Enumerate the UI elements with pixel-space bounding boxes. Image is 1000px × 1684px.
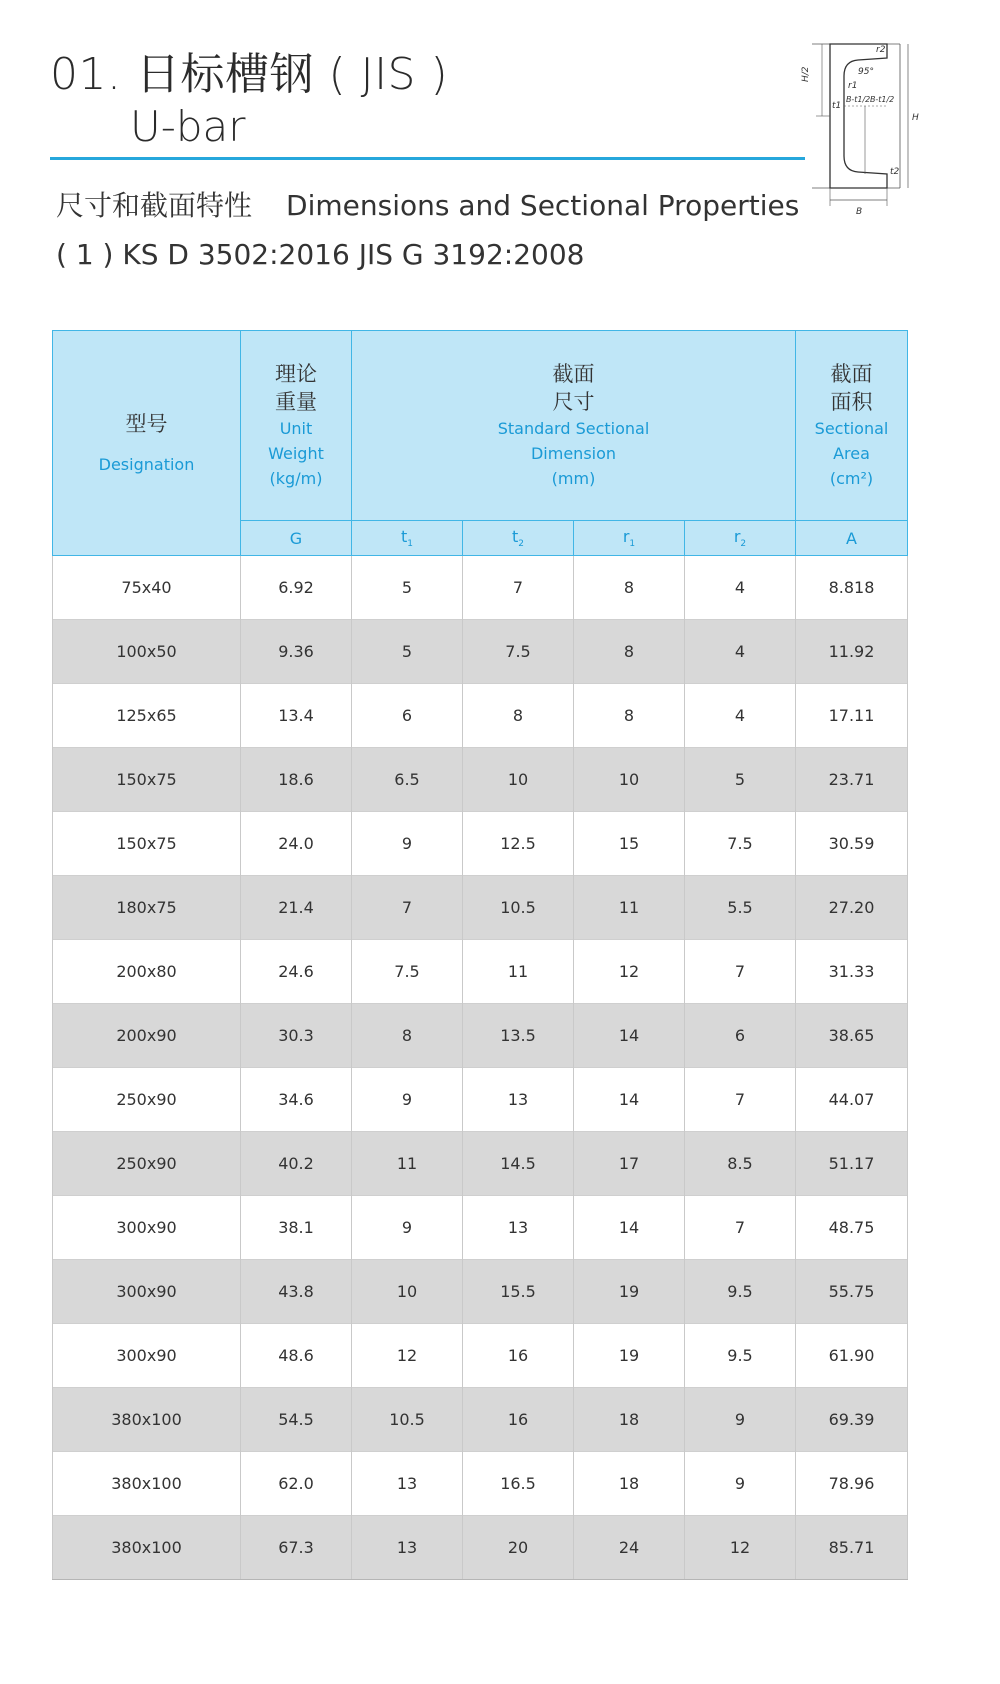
diagram-label-b-t1-a: B-t1/2 (846, 95, 871, 104)
symbol-r1-sub: 1 (629, 539, 636, 550)
cell-r2: 7 (685, 1068, 796, 1132)
cell-t1: 5 (352, 620, 463, 684)
cell-designation: 250x90 (53, 1068, 241, 1132)
diagram-label-angle: 95° (858, 67, 874, 77)
cell-area: 55.75 (796, 1260, 908, 1324)
cell-r2: 9.5 (685, 1260, 796, 1324)
cell-weight: 24.6 (241, 940, 352, 1004)
cell-weight: 6.92 (241, 556, 352, 620)
symbol-r2-sub: 2 (740, 539, 747, 550)
table-row (53, 1452, 908, 1516)
cell-area: 38.65 (796, 1004, 908, 1068)
cell-designation: 380x100 (53, 1516, 241, 1580)
cell-weight: 67.3 (241, 1516, 352, 1580)
cell-area: 69.39 (796, 1388, 908, 1452)
cell-weight: 18.6 (241, 748, 352, 812)
cell-r1: 8 (574, 620, 685, 684)
cell-t2: 7 (463, 556, 574, 620)
cell-area: 61.90 (796, 1324, 908, 1388)
cell-t2: 10.5 (463, 876, 574, 940)
cell-designation: 100x50 (53, 620, 241, 684)
cell-t1: 7 (352, 876, 463, 940)
cell-weight: 30.3 (241, 1004, 352, 1068)
cell-t2: 13 (463, 1068, 574, 1132)
area-cn-2: 面积 (830, 390, 873, 414)
cell-r1: 14 (574, 1068, 685, 1132)
cell-r1: 14 (574, 1004, 685, 1068)
cell-area: 17.11 (796, 684, 908, 748)
section-heading (56, 184, 799, 224)
cell-weight: 54.5 (241, 1388, 352, 1452)
page-subtitle: U-bar (130, 102, 246, 151)
symbol-r2-letter: r (733, 526, 741, 546)
weight-en-1: Unit (279, 419, 313, 438)
cell-t2: 7.5 (463, 620, 574, 684)
area-unit: (cm²) (829, 469, 874, 488)
cell-designation: 380x100 (53, 1388, 241, 1452)
weight-cn-1: 理论 (275, 362, 317, 386)
table-row (53, 1260, 908, 1324)
cell-area: 78.96 (796, 1452, 908, 1516)
cell-t2: 10 (463, 748, 574, 812)
cell-designation: 250x90 (53, 1132, 241, 1196)
dim-cn-1: 截面 (552, 362, 595, 386)
cell-r1: 14 (574, 1196, 685, 1260)
dim-en-2: Dimension (530, 444, 617, 463)
cell-r1: 19 (574, 1260, 685, 1324)
table-row (53, 556, 908, 620)
cell-t1: 5 (352, 556, 463, 620)
cell-area: 51.17 (796, 1132, 908, 1196)
designation-cn: 型号 (125, 411, 168, 436)
cell-r1: 19 (574, 1324, 685, 1388)
cell-t1: 9 (352, 1196, 463, 1260)
cell-area: 11.92 (796, 620, 908, 684)
dim-unit: (mm) (551, 469, 596, 488)
symbol-t2-letter: t (511, 526, 519, 546)
diagram-label-h: H (912, 113, 919, 123)
weight-en-2: Weight (268, 444, 324, 463)
cell-area: 85.71 (796, 1516, 908, 1580)
symbol-r1-letter: r (622, 526, 630, 546)
cell-area: 31.33 (796, 940, 908, 1004)
diagram-label-r1: r1 (848, 81, 858, 91)
cell-r1: 8 (574, 684, 685, 748)
cell-weight: 48.6 (241, 1324, 352, 1388)
diagram-label-t2: t2 (890, 167, 900, 177)
table-row (53, 748, 908, 812)
weight-cn-2: 重量 (275, 390, 317, 414)
cell-area: 48.75 (796, 1196, 908, 1260)
cell-t2: 16 (463, 1324, 574, 1388)
cell-r2: 7.5 (685, 812, 796, 876)
weight-unit: (kg/m) (269, 469, 323, 488)
cell-weight: 38.1 (241, 1196, 352, 1260)
cell-t1: 6.5 (352, 748, 463, 812)
cell-r1: 11 (574, 876, 685, 940)
cell-weight: 34.6 (241, 1068, 352, 1132)
table-row (53, 1004, 908, 1068)
diagram-label-half-h: H/2 (801, 66, 811, 82)
symbol-t2-sub: 2 (518, 539, 524, 550)
table-row (53, 940, 908, 1004)
cell-area: 30.59 (796, 812, 908, 876)
cell-t2: 15.5 (463, 1260, 574, 1324)
cell-designation: 150x75 (53, 748, 241, 812)
cell-t2: 13 (463, 1196, 574, 1260)
col-dimension-header (352, 331, 796, 521)
cell-designation: 125x65 (53, 684, 241, 748)
u-bar-section-diagram (801, 36, 977, 226)
table-row (53, 1196, 908, 1260)
designation-en: Designation (98, 454, 195, 474)
cell-r1: 18 (574, 1452, 685, 1516)
area-en-1: Sectional (814, 419, 889, 438)
col-designation-header (53, 331, 241, 556)
table-row (53, 1388, 908, 1452)
col-area-header (796, 331, 908, 521)
cell-designation: 300x90 (53, 1196, 241, 1260)
table-row (53, 684, 908, 748)
cell-designation: 150x75 (53, 812, 241, 876)
standard-reference: ( 1 ) KS D 3502:2016 JIS G 3192:2008 (56, 238, 585, 271)
cell-designation: 180x75 (53, 876, 241, 940)
cell-r1: 18 (574, 1388, 685, 1452)
page-title: 01. 日标槽钢 ( JIS ) (50, 49, 449, 100)
symbol-t2 (463, 521, 574, 556)
cell-r2: 7 (685, 940, 796, 1004)
cell-t1: 7.5 (352, 940, 463, 1004)
cell-area: 8.818 (796, 556, 908, 620)
cell-designation: 75x40 (53, 556, 241, 620)
cell-t2: 8 (463, 684, 574, 748)
cell-r2: 7 (685, 1196, 796, 1260)
diagram-label-b-t1-b: B-t1/2 (870, 95, 895, 104)
symbol-r2 (685, 521, 796, 556)
cell-t2: 12.5 (463, 812, 574, 876)
table-row (53, 812, 908, 876)
cell-r2: 5 (685, 748, 796, 812)
symbol-t1-sub: 1 (407, 539, 413, 550)
diagram-label-r2: r2 (876, 45, 886, 55)
dim-cn-2: 尺寸 (552, 390, 595, 414)
section-heading-en: Dimensions and Sectional Properties (286, 189, 800, 222)
cell-weight: 13.4 (241, 684, 352, 748)
cell-weight: 43.8 (241, 1260, 352, 1324)
cell-r2: 8.5 (685, 1132, 796, 1196)
table-row (53, 1324, 908, 1388)
spec-table-body (53, 556, 908, 1580)
cell-t2: 16 (463, 1388, 574, 1452)
cell-r2: 9 (685, 1452, 796, 1516)
symbol-r1 (574, 521, 685, 556)
symbol-t1 (352, 521, 463, 556)
cell-t2: 11 (463, 940, 574, 1004)
cell-t1: 13 (352, 1516, 463, 1580)
table-row (53, 620, 908, 684)
cell-t1: 9 (352, 1068, 463, 1132)
table-row (53, 1516, 908, 1580)
cell-t1: 9 (352, 812, 463, 876)
cell-r2: 9 (685, 1388, 796, 1452)
col-weight-header (241, 331, 352, 521)
area-en-2: Area (833, 444, 870, 463)
cell-r1: 8 (574, 556, 685, 620)
cell-designation: 380x100 (53, 1452, 241, 1516)
cell-area: 23.71 (796, 748, 908, 812)
cell-r2: 9.5 (685, 1324, 796, 1388)
cell-t2: 13.5 (463, 1004, 574, 1068)
cell-r2: 4 (685, 620, 796, 684)
dim-en-1: Standard Sectional (497, 419, 650, 438)
cell-t1: 6 (352, 684, 463, 748)
cell-t2: 14.5 (463, 1132, 574, 1196)
cell-r2: 12 (685, 1516, 796, 1580)
cell-t2: 16.5 (463, 1452, 574, 1516)
cell-weight: 9.36 (241, 620, 352, 684)
cell-r1: 17 (574, 1132, 685, 1196)
table-row (53, 876, 908, 940)
cell-r1: 15 (574, 812, 685, 876)
u-bar-spec-table (52, 330, 908, 1580)
cell-t1: 13 (352, 1452, 463, 1516)
symbol-g: G (241, 521, 352, 556)
cell-t2: 20 (463, 1516, 574, 1580)
cell-t1: 11 (352, 1132, 463, 1196)
cell-t1: 12 (352, 1324, 463, 1388)
cell-t1: 10.5 (352, 1388, 463, 1452)
section-heading-cn: 尺寸和截面特性 (56, 189, 253, 222)
cell-area: 44.07 (796, 1068, 908, 1132)
title-divider (50, 157, 805, 160)
cell-designation: 300x90 (53, 1324, 241, 1388)
area-cn-1: 截面 (830, 362, 873, 386)
cell-t1: 8 (352, 1004, 463, 1068)
cell-designation: 200x90 (53, 1004, 241, 1068)
cell-weight: 40.2 (241, 1132, 352, 1196)
cell-r2: 5.5 (685, 876, 796, 940)
table-row (53, 1068, 908, 1132)
symbol-a: A (796, 521, 908, 556)
cell-t1: 10 (352, 1260, 463, 1324)
cell-designation: 200x80 (53, 940, 241, 1004)
cell-weight: 21.4 (241, 876, 352, 940)
cell-area: 27.20 (796, 876, 908, 940)
cell-r2: 4 (685, 684, 796, 748)
cell-r1: 24 (574, 1516, 685, 1580)
table-row (53, 1132, 908, 1196)
cell-r1: 10 (574, 748, 685, 812)
diagram-label-b: B (856, 207, 863, 217)
cell-r2: 6 (685, 1004, 796, 1068)
cell-r1: 12 (574, 940, 685, 1004)
cell-r2: 4 (685, 556, 796, 620)
cell-weight: 62.0 (241, 1452, 352, 1516)
symbol-t1-letter: t (400, 526, 408, 546)
cell-designation: 300x90 (53, 1260, 241, 1324)
diagram-label-t1: t1 (832, 101, 842, 111)
cell-weight: 24.0 (241, 812, 352, 876)
